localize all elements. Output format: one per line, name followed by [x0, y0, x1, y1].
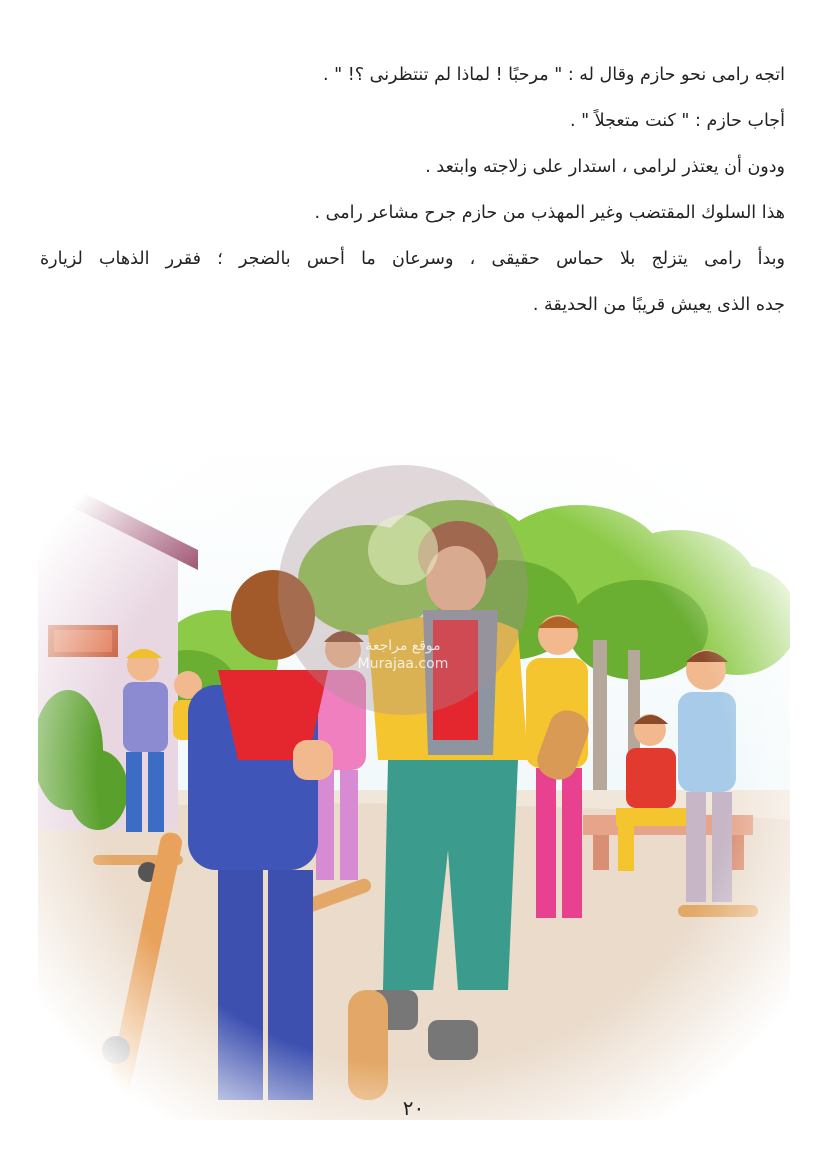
story-line-1: اتجه رامى نحو حازم وقال له : " مرحبًا ! لماذا لم تنتظرنى ؟! " . — [323, 65, 785, 85]
park-skateboard-illustration — [38, 430, 790, 1120]
page-number: ٢٠ — [402, 1096, 425, 1120]
story-line-4: هذا السلوك المقتضب وغير المهذب من حازم جرح مشاعر رامى . — [314, 203, 785, 223]
story-line-6: جده الذى يعيش قريبًا من الحديقة . — [532, 295, 785, 315]
story-text — [40, 52, 785, 328]
story-line-5: وبدأ رامى يتزلج بلا حماس حقيقى ، وسرعان ما أحس بالضجر ؛ فقرر الذهاب لزيارة — [40, 249, 785, 269]
story-line-2: أجاب حازم : " كنت متعجلاً " . — [569, 111, 785, 131]
watermark-latin: Murajaa.com — [357, 656, 449, 672]
watermark-arabic: موقع مراجعة — [365, 638, 441, 654]
story-line-3: ودون أن يعتذر لرامى ، استدار على زلاجته وابتعد . — [425, 157, 785, 177]
